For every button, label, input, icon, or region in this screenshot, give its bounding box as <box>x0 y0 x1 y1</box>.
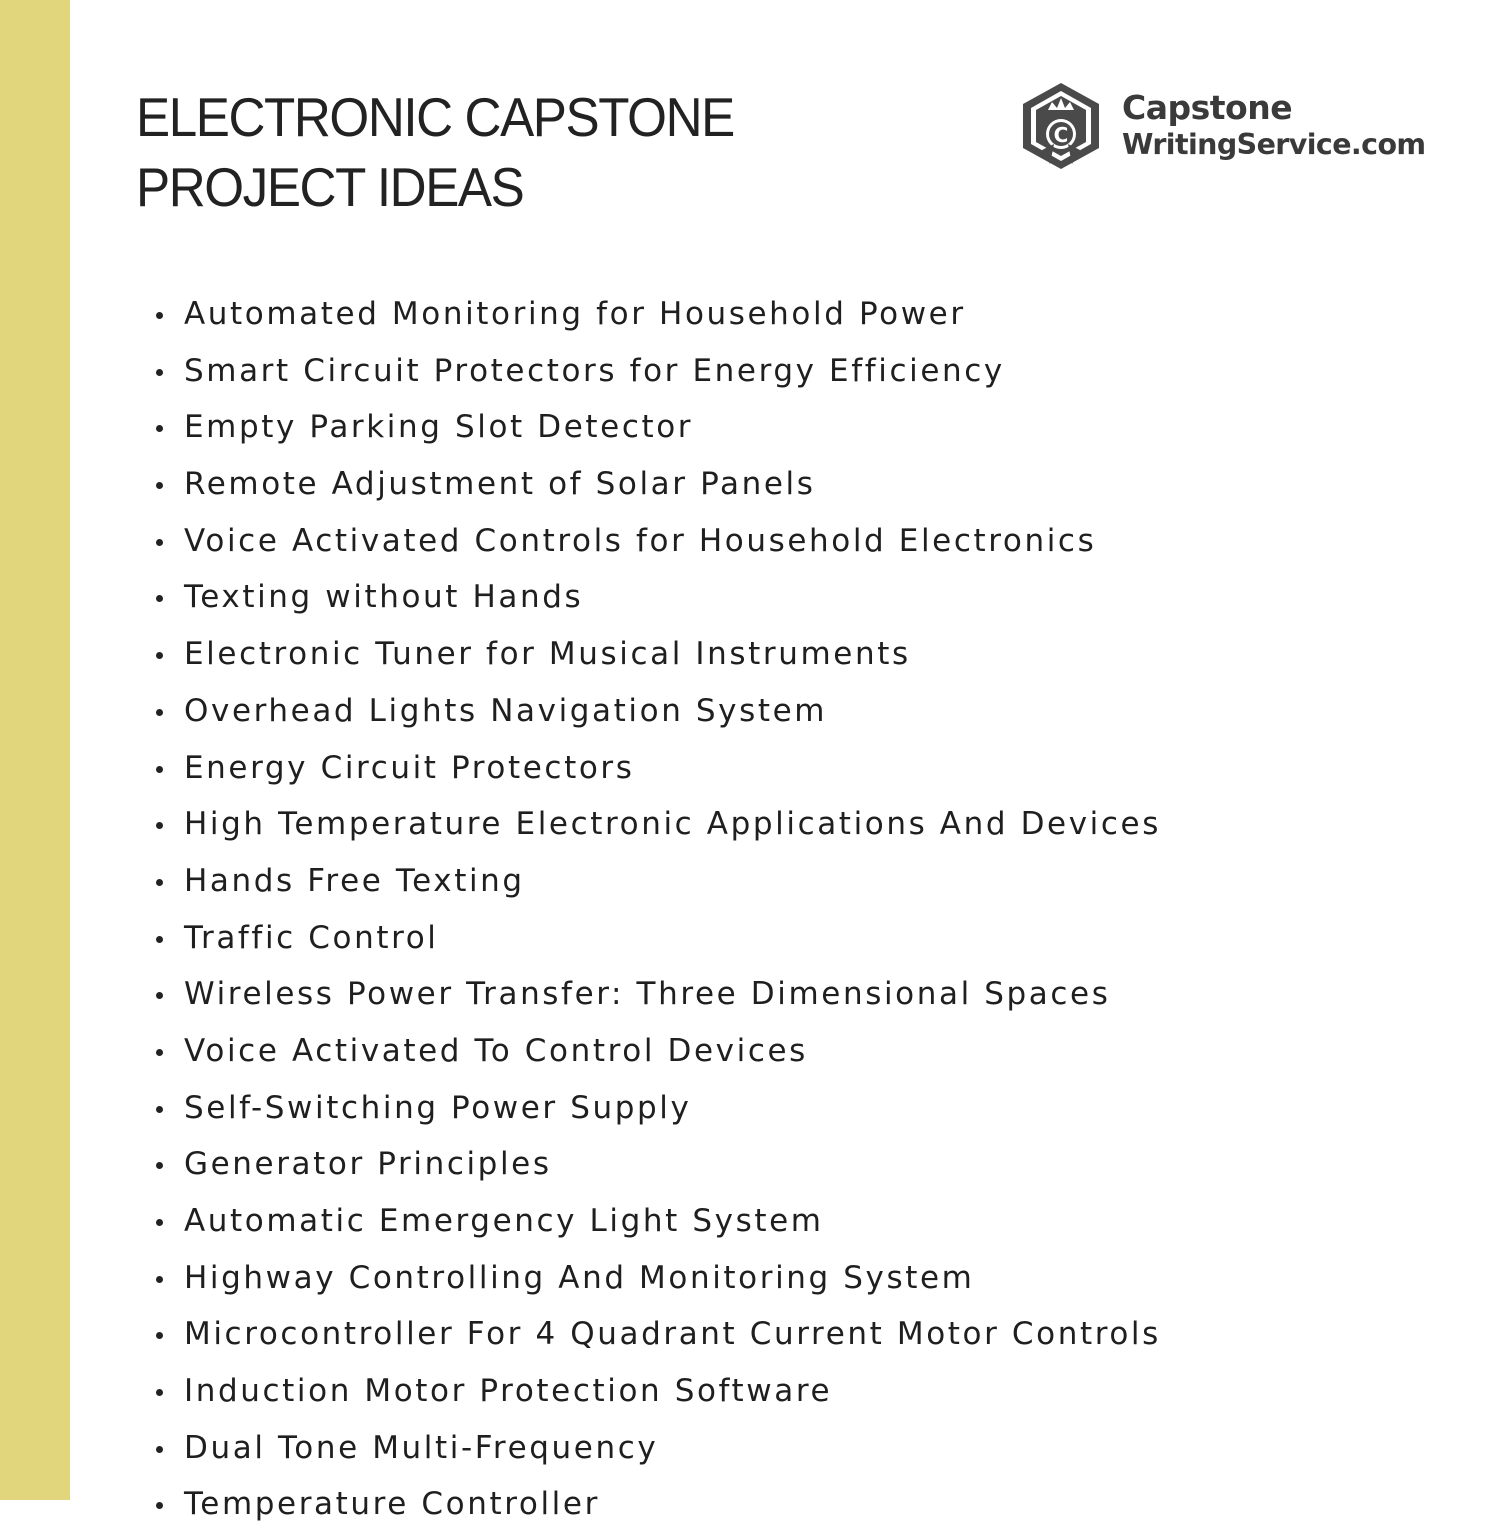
bullet-icon <box>156 1049 163 1056</box>
list-item <box>152 513 1161 570</box>
logo-line-2: WritingService.com <box>1122 128 1426 161</box>
list-item-text: Wireless Power Transfer: Three Dimensional Spaces <box>184 976 1111 1013</box>
list-item-text: Self-Switching Power Supply <box>184 1089 692 1126</box>
list-item <box>152 569 1161 626</box>
list-item-text: Induction Motor Protection Software <box>184 1373 833 1410</box>
list-item-text: Generator Principles <box>184 1146 552 1183</box>
list-item <box>152 1080 1161 1137</box>
list-item <box>152 1136 1161 1193</box>
logo-wordmark <box>1122 88 1426 162</box>
list-item <box>152 1420 1161 1477</box>
list-item-text: Highway Controlling And Monitoring System <box>184 1259 975 1296</box>
list-item-text: Traffic Control <box>184 919 439 956</box>
list-item-text: Smart Circuit Protectors for Energy Efficiency <box>184 352 1005 389</box>
list-item <box>152 910 1161 967</box>
list-item-text: Temperature Controller <box>184 1486 600 1523</box>
bullet-icon <box>156 369 163 376</box>
bullet-icon <box>156 482 163 489</box>
bullet-icon <box>156 1219 163 1226</box>
list-item-text: Empty Parking Slot Detector <box>184 409 694 446</box>
list-item <box>152 1363 1161 1420</box>
list-item-text: Voice Activated To Control Devices <box>184 1032 808 1069</box>
list-item-text: Dual Tone Multi-Frequency <box>184 1429 659 1466</box>
list-item <box>152 683 1161 740</box>
list-item-text: Overhead Lights Navigation System <box>184 692 828 729</box>
logo-emblem-letter: C <box>1053 123 1069 147</box>
bullet-icon <box>156 539 163 546</box>
bullet-icon <box>156 936 163 943</box>
list-item <box>152 343 1161 400</box>
list-item <box>152 1250 1161 1307</box>
project-ideas-list <box>152 286 1161 1533</box>
list-item-text: Hands Free Texting <box>184 862 525 899</box>
bullet-icon <box>156 1106 163 1113</box>
list-item <box>152 286 1161 343</box>
list-item-text: Automatic Emergency Light System <box>184 1203 824 1239</box>
brand-logo <box>1018 80 1426 175</box>
list-item <box>152 456 1161 513</box>
page-title-line-1: ELECTRONIC CAPSTONE <box>136 86 734 148</box>
bullet-icon <box>156 1276 163 1283</box>
list-item-text: Voice Activated Controls for Household Electronics <box>184 522 1097 559</box>
bullet-icon <box>156 1446 163 1453</box>
list-item <box>152 740 1161 797</box>
page-title-line-2: PROJECT IDEAS <box>136 156 524 218</box>
accent-side-bar <box>0 0 70 1500</box>
list-item <box>152 853 1161 910</box>
list-item <box>152 1023 1161 1080</box>
list-item <box>152 796 1161 853</box>
bullet-icon <box>156 1389 163 1396</box>
bullet-icon <box>156 1162 163 1169</box>
bullet-icon <box>156 766 163 773</box>
list-item <box>152 966 1161 1023</box>
bullet-icon <box>156 879 163 886</box>
list-item-text: Electronic Tuner for Musical Instruments <box>184 636 911 673</box>
bullet-icon <box>156 822 163 829</box>
bullet-icon <box>156 709 163 716</box>
list-item-text: Remote Adjustment of Solar Panels <box>184 466 816 503</box>
bullet-icon <box>156 652 163 659</box>
shield-crown-icon <box>1018 80 1104 174</box>
list-item <box>152 626 1161 683</box>
logo-line-1: Capstone <box>1122 88 1293 127</box>
list-item-text: Energy Circuit Protectors <box>184 749 635 786</box>
list-item <box>152 399 1161 456</box>
bullet-icon <box>156 1332 163 1339</box>
list-item <box>152 1306 1161 1363</box>
bullet-icon <box>156 595 163 602</box>
list-item-text: Microcontroller For 4 Quadrant Current Motor Controls <box>184 1316 1161 1353</box>
list-item <box>152 1476 1161 1533</box>
list-item <box>152 1193 1161 1250</box>
bullet-icon <box>156 992 163 999</box>
list-item-text: Texting without Hands <box>184 579 584 616</box>
bullet-icon <box>156 312 163 319</box>
list-item-text: High Temperature Electronic Applications And Devices <box>184 806 1161 843</box>
page-title <box>136 82 734 222</box>
list-item-text: Automated Monitoring for Household Power <box>184 296 966 332</box>
bullet-icon <box>156 1502 163 1509</box>
bullet-icon <box>156 425 163 432</box>
